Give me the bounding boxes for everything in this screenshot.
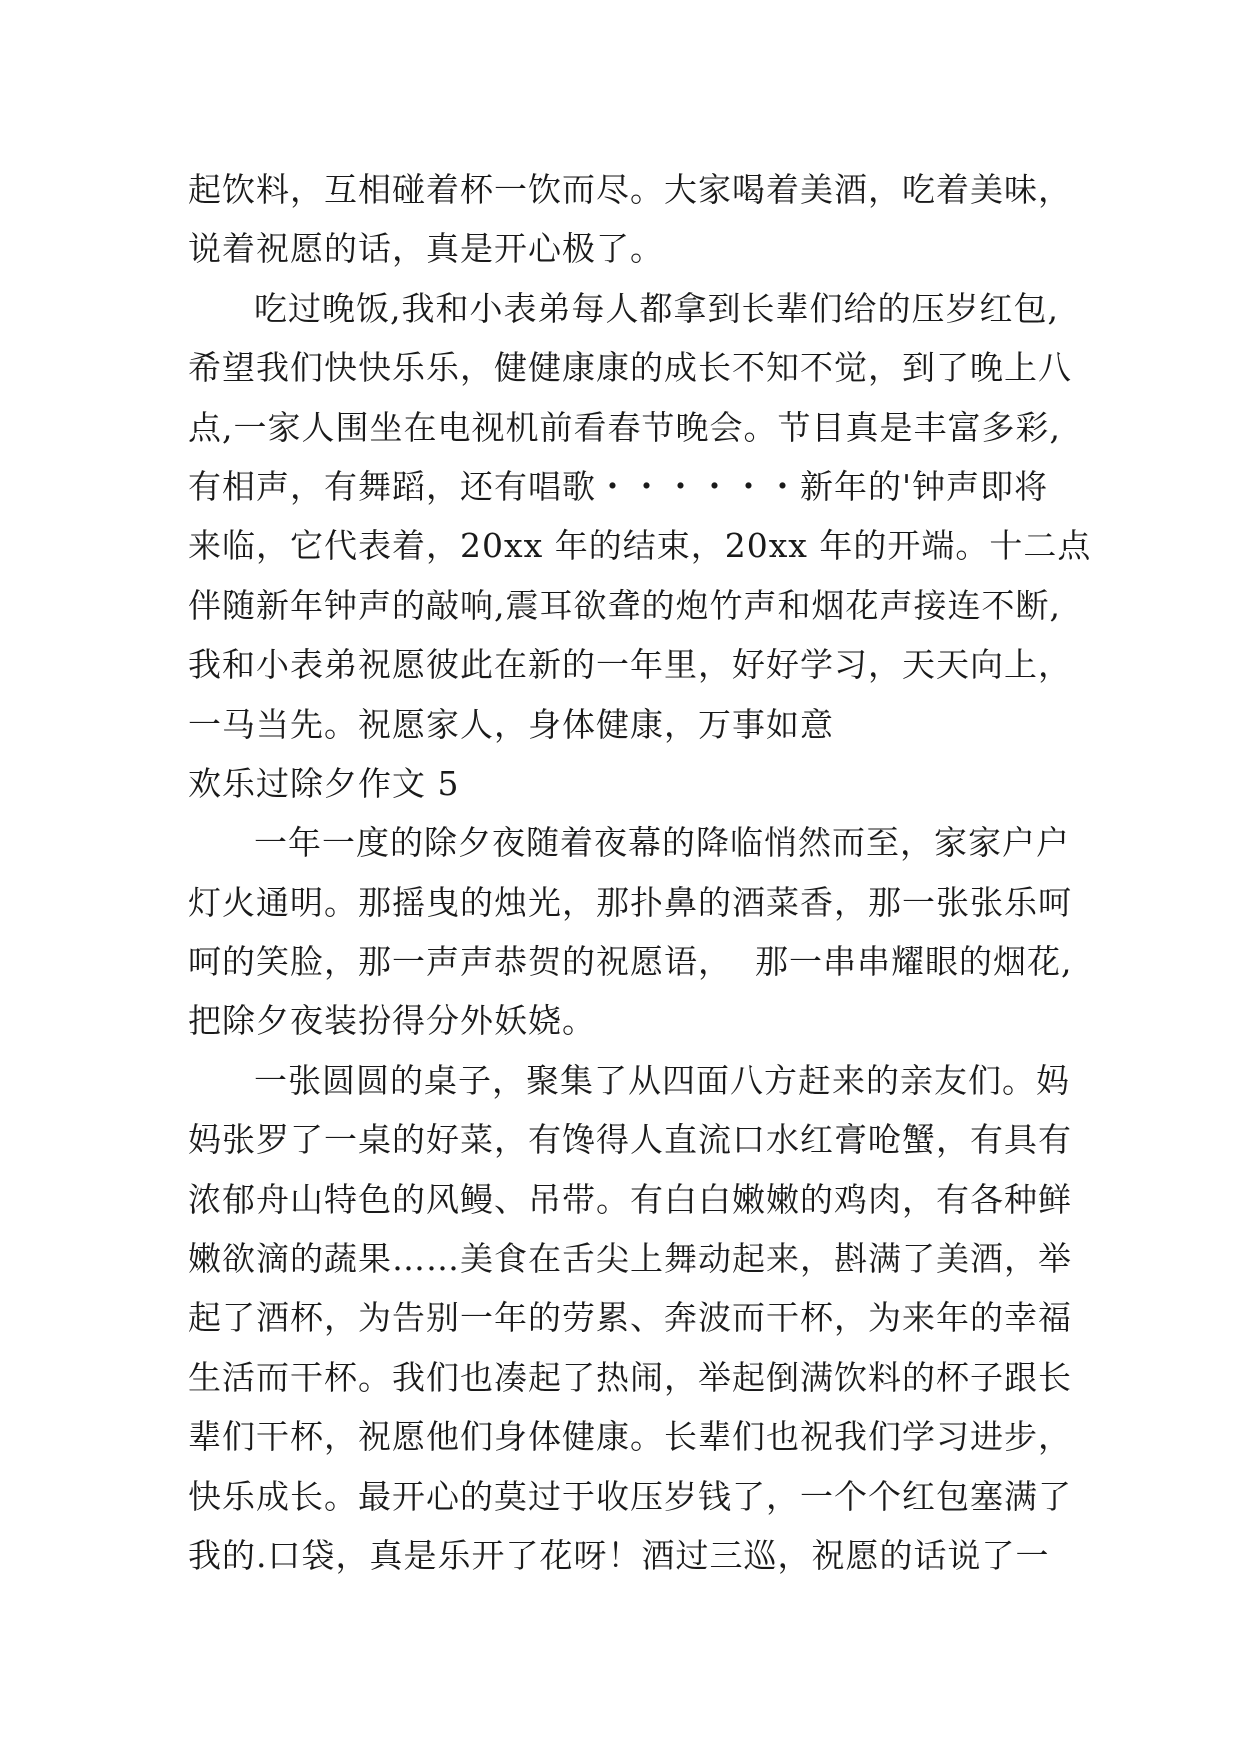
text-line: 一年一度的除夕夜随着夜幕的降临悄然而至，家家户户 [254,823,1070,863]
text-line: 说着祝愿的话，真是开心极了。 [188,229,664,269]
text-line: 灯火通明。那摇曳的烛光，那扑鼻的酒菜香，那一张张乐呵 [188,882,1072,922]
text-line: 呵的笑脸，那一声声恭贺的祝愿语， 那一串串耀眼的烟花, [188,942,1073,982]
text-line: 有相声，有舞蹈，还有唱歌・・・・・・新年的'钟声即将 [188,466,1049,506]
text-line: 快乐成长。最开心的莫过于收压岁钱了，一个个红包塞满了 [188,1476,1072,1516]
text-line: 起饮料，互相碰着杯一饮而尽。大家喝着美酒，吃着美味， [188,170,1072,209]
text-line: 浓郁舟山特色的风鳗、吊带。有白白嫩嫩的鸡肉，有各种鲜 [188,1179,1072,1219]
text-line: 妈张罗了一桌的好菜，有馋得人直流口水红膏呛蟹，有具有 [188,1120,1072,1160]
text-line: 点,一家人围坐在电视机前看春节晚会。节目真是丰富多彩, [188,407,1061,447]
text-line: 一张圆圆的桌子，聚集了从四面八方赶来的亲友们。妈 [254,1060,1070,1100]
text-line: 生活而干杯。我们也凑起了热闹，举起倒满饮料的杯子跟长 [188,1357,1072,1397]
text-line: 来临，它代表着，20xx 年的结束，20xx 年的开端。十二点 [188,526,1092,566]
text-line: 一马当先。祝愿家人，身体健康，万事如意 [188,704,834,744]
text-line: 起了酒杯，为告别一年的劳累、奔波而干杯，为来年的幸福 [188,1298,1072,1338]
text-line: 嫩欲滴的蔬果……美食在舌尖上舞动起来，斟满了美酒，举 [188,1239,1072,1279]
text-line: 我的.口袋，真是乐开了花呀！酒过三巡，祝愿的话说了一 [188,1535,1050,1575]
text-line: 吃过晚饭,我和小表弟每人都拿到长辈们给的压岁红包, [254,288,1059,328]
document-body [188,160,1092,1585]
text-line: 伴随新年钟声的敲响,震耳欲聋的炮竹声和烟花声接连不断, [188,585,1061,625]
text-line: 把除夕夜装扮得分外妖娆。 [188,1001,596,1041]
text-line: 辈们干杯，祝愿他们身体健康。长辈们也祝我们学习进步， [188,1417,1072,1457]
section-heading: 欢乐过除夕作文 5 [188,763,460,803]
text-line: 我和小表弟祝愿彼此在新的一年里，好好学习，天天向上， [188,645,1072,685]
text-line: 希望我们快快乐乐，健健康康的成长不知不觉，到了晚上八 [188,348,1072,388]
